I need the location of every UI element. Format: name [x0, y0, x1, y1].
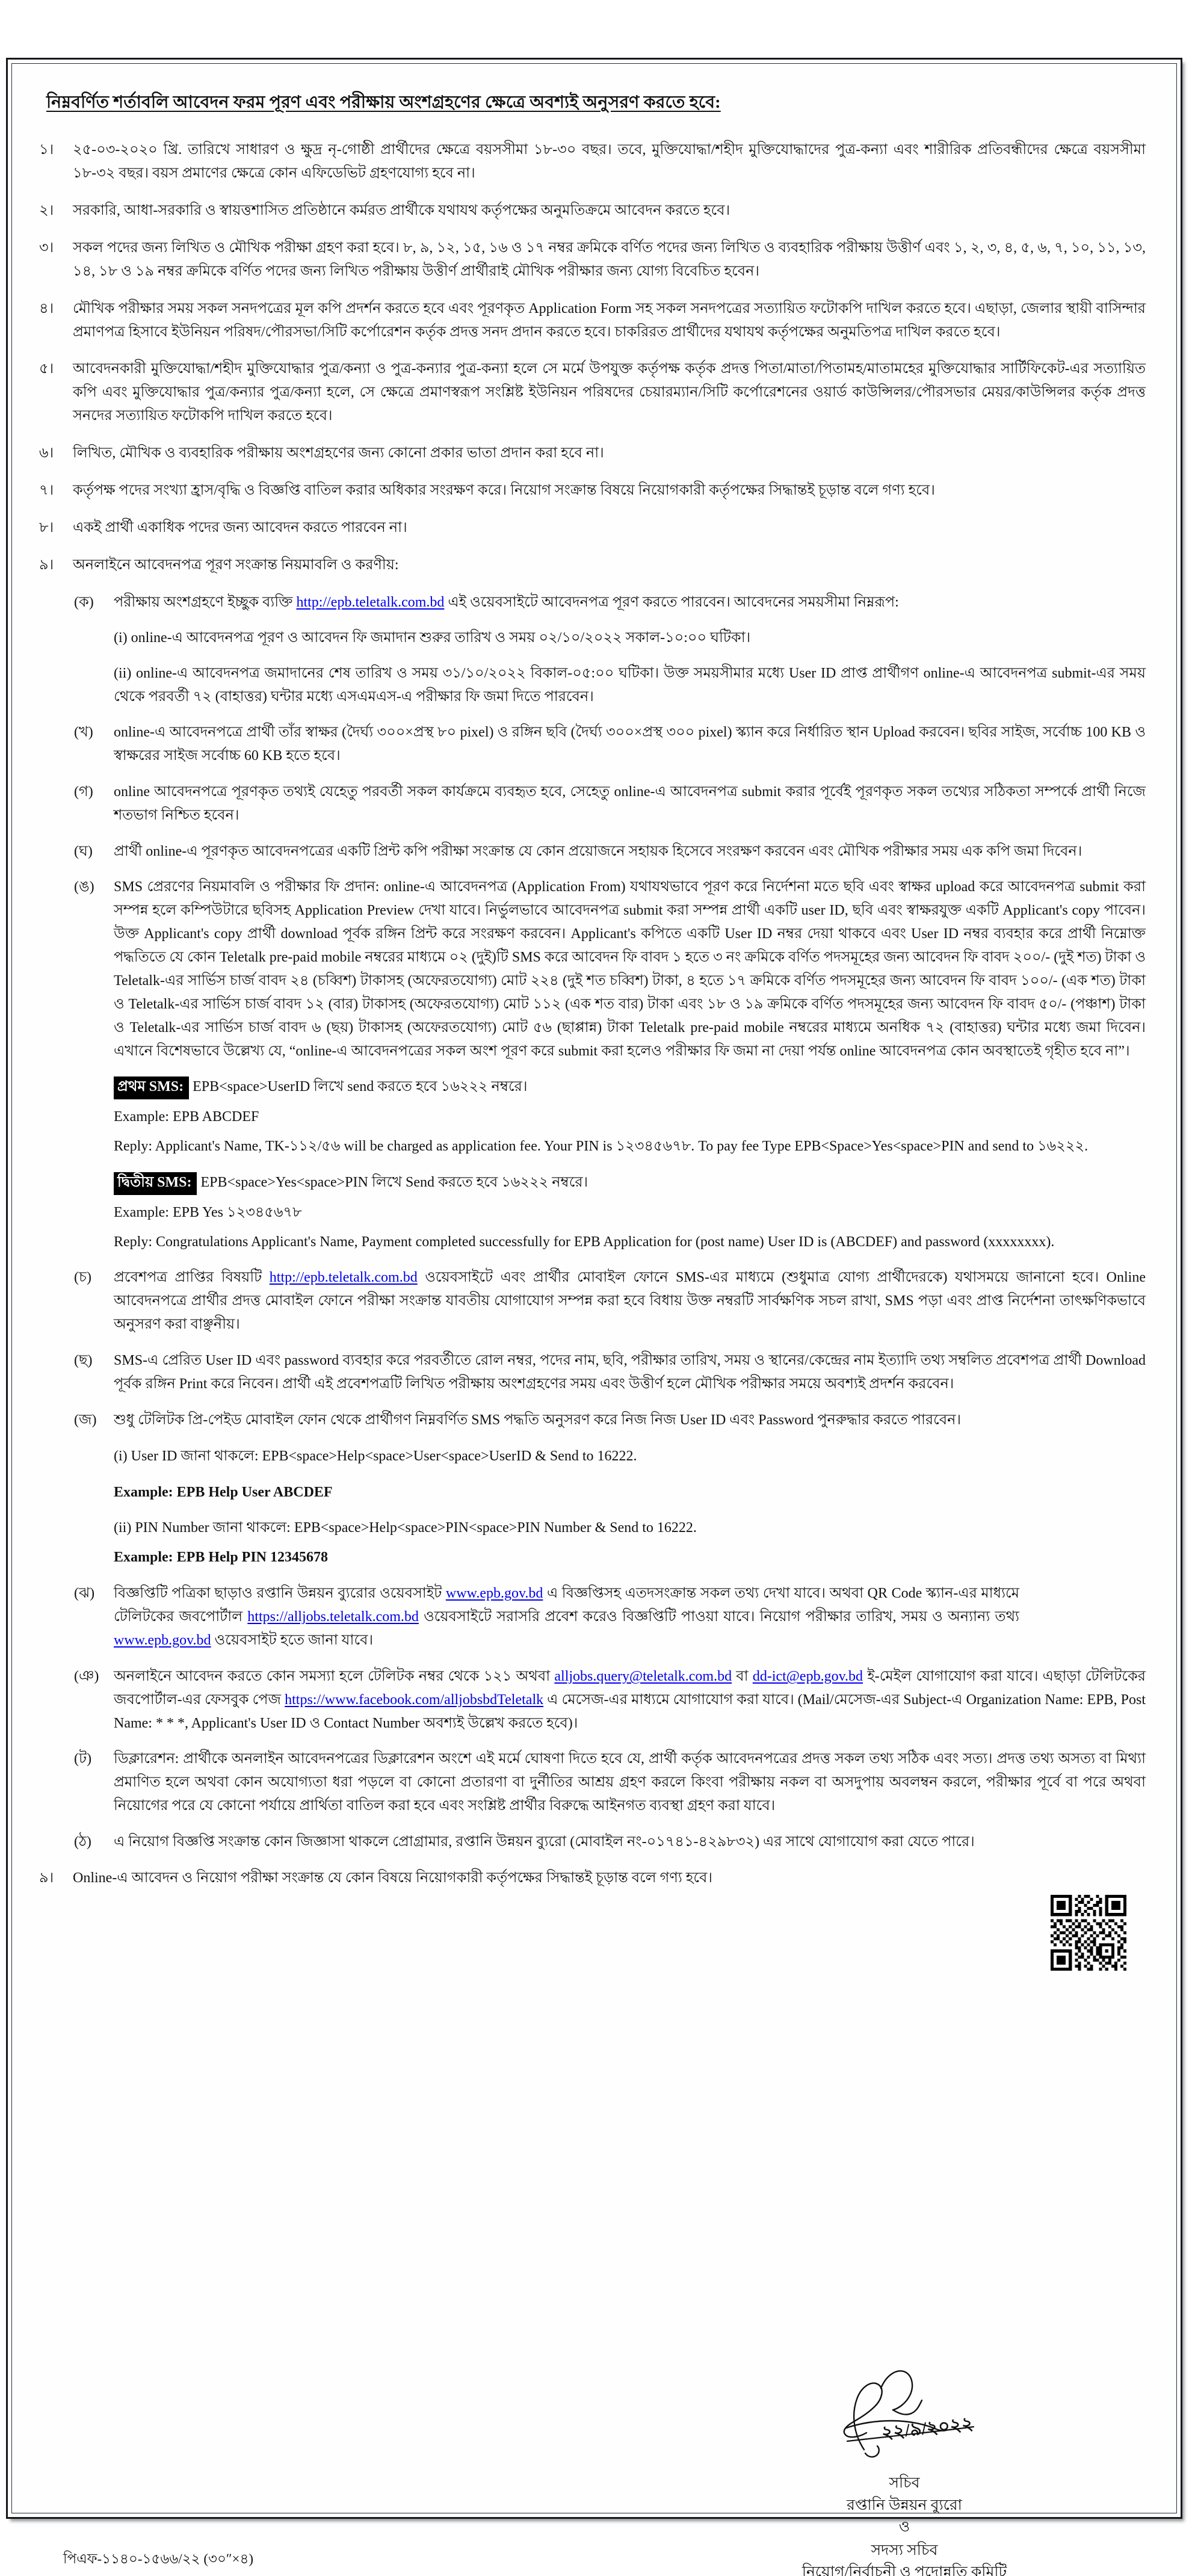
recovery-item-i: (i) User ID জানা থাকলে: EPB<space>Help<space>User<space>UserID & Send to 16222.	[114, 1448, 637, 1464]
subclause-kha-text: online-এ আবেদনপত্রে প্রার্থী তাঁর স্বাক্ষর (দৈর্ঘ্য ৩০০×প্রস্থ ৮০ pixel) ও রঙ্গিন ছবি (দৈর্ঘ্য ৩০০×প্রস্থ ৩০০ pixel) স্ক্যান করে নির্ধারিত স্থান Upload করবেন। ছবির সাইজ, সর্বোচ্চ 100 KB ও স্বাক্ষরের সাইজ সর্বোচ্চ 60 KB হতে হবে।	[114, 724, 1146, 764]
subclause-ka-text-before: পরীক্ষায় অংশগ্রহণে ইচ্ছুক ব্যক্তি	[114, 594, 297, 610]
first-sms-body: EPB<space>UserID লিখে send করতে হবে ১৬২২২ নম্বরে।	[189, 1079, 528, 1095]
handwritten-signature-icon	[775, 2364, 1034, 2473]
qr-code	[1051, 1895, 1126, 1971]
subclause-uo-text: SMS প্রেরণের নিয়মাবলি ও পরীক্ষার ফি প্রদান: online-এ আবেদনপত্র (Application From) যথাযথভাবে পূরণ করে নির্দেশনা মতে ছবি এবং স্বাক্ষর upload করে আবেদনপত্র submit করা সম্পন্ন হলে কম্পিউটারে ছবিসহ Application Preview দেখা যাবে। নির্ভুলভাবে আবেদনপত্র submit করা সম্পন্ন প্রার্থী একটি user ID, ছবি এবং স্বাক্ষরযুক্ত একটি Applicant's copy পাবেন। উক্ত Applicant's copy প্রার্থী download পূর্বক রঙ্গিন প্রিন্ট করে সংরক্ষণ করবেন। Applicant's কপিতে একটি User ID নম্বর দেয়া থাকবে এবং User ID নম্বর ব্যবহার করে প্রার্থী নিম্নোক্ত পদ্ধতিতে যে কোন Teletalk pre-paid mobile নম্বরের মাধ্যমে ০২ (দুই)টি SMS করে আবেদন ফি বাবদ ১ হতে ৩ নং ক্রমিকে বর্ণিত পদসমূহের জন্য আবেদন ফি বাবদ ২০০/- (দুই শত) টাকা ও Teletalk-এর সার্ভিস চার্জ বাবদ ২৪ (চব্বিশ) টাকাসহ (অফেরতযোগ্য) মোট ২২৪ (দুই শত চব্বিশ) টাকা, ৪ হতে ১৭ ক্রমিকে বর্ণিত পদসমূহের জন্য আবেদন ফি বাবদ ১০০/- (এক শত) টাকা ও Teletalk-এর সার্ভিস চার্জ বাবদ ১২ (বার) টাকাসহ (অফেরতযোগ্য) মোট ১১২ (এক শত বার) টাকা এবং ১৮ ও ১৯ ক্রমিকে বর্ণিত পদসমূহের জন্য আবেদন ফি বাবদ ৫০/- (পঞ্চাশ) টাকা ও Teletalk-এর সার্ভিস চার্জ বাবদ ৬ (ছয়) টাকাসহ (অফেরতযোগ্য) মোট ৫৬ (ছাপ্পান্ন) টাকা Teletalk pre-paid mobile নম্বরের মাধ্যমে অনধিক ৭২ (বাহাত্তর) ঘন্টার মধ্যে জমা দিবেন। এখানে বিশেষভাবে উল্লেখ্য যে, “online-এ আবেদনপত্রের সকল অংশ পূরণ করে submit করা হলেও পরীক্ষার ফি জমা না দেয়া পর্যন্ত online আবেদনপত্র কোন অবস্থাতেই গৃহীত হবে না”।	[114, 879, 1146, 1059]
clause-9-number: ৯।	[39, 557, 54, 573]
page-title: নিম্নবর্ণিত শর্তাবলি আবেদন ফরম পূরণ এবং পরীক্ষায় অংশগ্রহণের ক্ষেত্রে অবশ্যই অনুসরণ করতে হবে:	[46, 93, 721, 112]
subclause-jha-text-2: এ বিজ্ঞপ্তিসহ এতদসংক্রান্ত সকল তথ্য দেখা যাবে। অথবা QR Code স্ক্যান-এর মাধ্যমে টেলিটকের জবপোর্টাল	[114, 1586, 1020, 1625]
subclause-cha-text-before: প্রবেশপত্র প্রাপ্তির বিষয়টি	[114, 1270, 270, 1286]
second-sms-body: EPB<space>Yes<space>PIN লিখে Send করতে হবে ১৬২২২ নম্বরে।	[197, 1174, 588, 1190]
alljobs-teletalk-link[interactable]: https://alljobs.teletalk.com.bd	[247, 1609, 419, 1625]
ddict-email-link[interactable]: dd-ict@epb.gov.bd	[752, 1668, 863, 1684]
subclause-jha-number: (ঝ)	[74, 1586, 95, 1602]
subclause-jha-text-1: বিজ্ঞপ্তিটি পত্রিকা ছাড়াও রপ্তানি উন্নয়ন ব্যুরোর ওয়েবসাইট	[114, 1586, 446, 1602]
clause-9-final	[36, 1867, 1146, 1890]
clause-9	[36, 554, 1146, 577]
clause-2-number: ২।	[39, 203, 54, 219]
subclause-ja-number: (জ)	[74, 1412, 97, 1428]
second-sms-example: Example: EPB Yes ১২৩৪৫৬৭৮	[114, 1204, 302, 1220]
subclause-nya-text-2: বা	[732, 1668, 753, 1684]
second-sms-badge: দ্বিতীয় SMS:	[114, 1172, 197, 1195]
epb-gov-link-1[interactable]: www.epb.gov.bd	[445, 1586, 543, 1602]
timeline-item-i: (i) online-এ আবেদনপত্র পূরণ ও আবেদন ফি জমাদান শুরুর তারিখ ও সময় ০২/১০/২০২২ সকাল-১০:০০ ঘটিকা।	[114, 630, 751, 646]
signature-conjunction: ও	[898, 2519, 910, 2535]
subclause-cha-number: (চ)	[74, 1270, 91, 1286]
clause-9-final-number: ৯।	[39, 1870, 54, 1886]
subclause-nya-text-3: ই-মেইল যোগাযোগ করা যাবে। এছাড়া টেলিটকের জবপোর্টাল-এর ফেসবুক পেজ	[114, 1668, 1146, 1708]
subclause-tha-text: এ নিয়োগ বিজ্ঞপ্তি সংক্রান্ত কোন জিজ্ঞাসা থাকলে প্রোগ্রামার, রপ্তানি উন্নয়ন ব্যুরো (মোবাইল নং-০১৭৪১-৪২৯৮৩২) এর সাথে যোগাযোগ করা যেতে পারে।	[114, 1834, 975, 1850]
epb-teletalk-link[interactable]: http://epb.teletalk.com.bd	[296, 594, 445, 610]
clause-4-text: মৌখিক পরীক্ষার সময় সকল সনদপত্রের মূল কপি প্রদর্শন করতে হবে এবং পূরণকৃত Application Form সহ সকল সনদপত্রের সত্যায়িত ফটোকপি দাখিল করতে হবে। এছাড়া, জেলার স্থায়ী বাসিন্দার প্রমাণপত্র হিসাবে ইউনিয়ন পরিষদ/পৌরসভা/সিটি কর্পোরেশন কর্তৃক প্রদত্ত সনদ প্রদান করতে হবে। চাকরিরত প্রার্থীদের যথাযথ কর্তৃপক্ষের অনুমতিপত্র দাখিল করতে হবে।	[73, 300, 1146, 340]
signature-block	[718, 2364, 1091, 2576]
signature-date: ২২/৯/২০২২	[880, 2414, 975, 2443]
signature-title-2: সদস্য সচিব	[871, 2542, 938, 2559]
clause-7	[36, 479, 1146, 502]
subclause-gha-text: প্রার্থী online-এ পূরণকৃত আবেদনপত্রের একটি প্রিন্ট কপি পরীক্ষা সংক্রান্ত যে কোন প্রয়োজনে সহায়ক হিসেবে সংরক্ষণ করবেন এবং মৌখিক পরীক্ষার সময় এক কপি জমা দিবেন।	[114, 843, 1082, 859]
clause-8-number: ৮।	[39, 519, 54, 536]
subclause-kha	[36, 721, 1146, 768]
subclause-nya-text	[114, 1665, 1146, 1735]
first-sms-example: Example: EPB ABCDEF	[114, 1109, 259, 1125]
second-sms-instruction	[36, 1171, 1146, 1195]
signature-committee: নিয়োগ/নির্বাচনী ও পদোন্নতি কমিটি	[801, 2564, 1007, 2576]
clause-6-text: লিখিত, মৌখিক ও ব্যবহারিক পরীক্ষায় অংশগ্রহণের জন্য কোনো প্রকার ভাতা প্রদান করা হবে না।	[73, 445, 604, 462]
clause-7-text: কর্তৃপক্ষ পদের সংখ্যা হ্রাস/বৃদ্ধি ও বিজ্ঞপ্তি বাতিল করার অধিকার সংরক্ষণ করে। নিয়োগ সংক্রান্ত বিষয়ে নিয়োগকারী কর্তৃপক্ষের সিদ্ধান্তই চূড়ান্ত বলে গণ্য হবে।	[73, 482, 935, 498]
clause-3-number: ৩।	[39, 239, 54, 256]
subclause-ta	[36, 1747, 1146, 1818]
epb-gov-link-2[interactable]: www.epb.gov.bd	[114, 1632, 211, 1648]
subclause-nya-text-1: অনলাইনে আবেদন করতে কোন সমস্যা হলে টেলিটক নম্বর থেকে ১২১ অথবা	[114, 1668, 555, 1684]
clause-4-number: ৪।	[39, 300, 54, 317]
subclause-jha-text-4: ওয়েবসাইট হতে জানা যাবে।	[211, 1632, 374, 1648]
subclause-chha-text: SMS-এ প্রেরিত User ID এবং password ব্যবহার করে পরবর্তীতে রোল নম্বর, পদের নাম, ছবি, পরীক্ষার তারিখ, সময় ও স্থানের/কেন্দ্রের নাম ইত্যাদি তথ্য সম্বলিত প্রবেশপত্র প্রার্থী Download পূর্বক রঙ্গিন Print করে নিবেন। প্রার্থী এই প্রবেশপত্রটি লিখিত পরীক্ষায় অংশগ্রহণের সময় এবং উত্তীর্ণ হলে মৌখিক পরীক্ষার সময়ে অবশ্যই প্রদর্শন করবেন।	[114, 1353, 1146, 1392]
subclause-ka	[36, 591, 1146, 614]
subclause-jha	[36, 1582, 1146, 1652]
signature-title-1: সচিব	[889, 2475, 920, 2491]
subclause-tha-number: (ঠ)	[74, 1834, 91, 1850]
subclause-nya-text-4: এ মেসেজ-এর মাধ্যমে যোগাযোগ করা যাবে। (Mail/মেসেজ-এর Subject-এ Organization Name: EPB, Post Name: * * *, Applicant's User ID ও Contact Number অবশ্যই উল্লেখ করতে হবে)।	[114, 1691, 1146, 1731]
recovery-item-ii: (ii) PIN Number জানা থাকলে: EPB<space>Help<space>PIN<space>PIN Number & Send to 16222.	[114, 1520, 697, 1536]
clause-6	[36, 442, 1146, 465]
first-sms-badge: প্রথম SMS:	[114, 1076, 189, 1099]
subclause-uo-number: (ঙ)	[74, 879, 94, 895]
clause-6-number: ৬।	[39, 445, 54, 462]
clause-9-final-text: Online-এ আবেদন ও নিয়োগ পরীক্ষা সংক্রান্ত যে কোন বিষয়ে নিয়োগকারী কর্তৃপক্ষের সিদ্ধান্তই চূড়ান্ত বলে গণ্য হবে।	[73, 1870, 712, 1886]
subclause-ta-text: ডিক্লারেশন: প্রার্থীকে অনলাইন আবেদনপত্রের ডিক্লারেশন অংশে এই মর্মে ঘোষণা দিতে হবে যে, প্রার্থী কর্তৃক আবেদনপত্রের প্রদত্ত সকল তথ্য সঠিক এবং সত্য। প্রদত্ত তথ্য অসত্য বা মিথ্যা প্রমাণিত হলে অথবা কোন অযোগ্যতা ধরা পড়লে বা কোনো প্রতারণা বা দুর্নীতির আশ্রয় গ্রহণ করলে কিংবা পরীক্ষায় নকল বা অসদুপায় অবলম্বন করলে, পরীক্ষার পূর্বে বা পরে অথবা নিয়োগের পরে যে কোনো পর্যায়ে প্রার্থিতা বাতিল করা হবে এবং সংশ্লিষ্ট প্রার্থীর বিরুদ্ধে আইনগত ব্যবস্থা গ্রহণ করা যাবে।	[114, 1751, 1146, 1814]
clause-3	[36, 236, 1146, 283]
subclause-ja	[36, 1409, 1146, 1432]
notice-frame	[6, 58, 1182, 2576]
subclause-ga-number: (গ)	[74, 783, 93, 800]
clause-8-text: একই প্রার্থী একাধিক পদের জন্য আবেদন করতে পারবেন না।	[73, 519, 407, 536]
subclause-ja-text: শুধু টেলিটক প্রি-পেইড মোবাইল ফোন থেকে প্রার্থীগণ নিম্নবর্ণিত SMS পদ্ধতি অনুসরণ করে নিজ নিজ User ID এবং Password পুনরুদ্ধার করতে পারবেন।	[114, 1412, 962, 1428]
clause-5-text: আবেদনকারী মুক্তিযোদ্ধা/শহীদ মুক্তিযোদ্ধার পুত্র/কন্যা ও পুত্র-কন্যার পুত্র-কন্যা হলে সে মর্মে উপযুক্ত কর্তৃপক্ষ কর্তৃক প্রদত্ত পিতা/মাতা/পিতামহ/মাতামহের মুক্তিযোদ্ধার সার্টিফিকেট-এর সত্যায়িত কপি এবং মুক্তিযোদ্ধার পুত্র/কন্যার পুত্র/কন্যা হলে, সে ক্ষেত্রে প্রমাণস্বরূপ সংশ্লিষ্ট ইউনিয়ন পরিষদের চেয়ারম্যান/সিটি কর্পোরেশনের ওয়ার্ড কাউন্সিলর/পৌরসভার মেয়র/কাউন্সিলর কর্তৃক প্রদত্ত সনদের সত্যায়িত ফটোকপি দাখিল করতে হবে।	[73, 361, 1146, 424]
first-sms-instruction	[36, 1075, 1146, 1099]
clause-7-number: ৭।	[39, 482, 54, 498]
subclause-chha-number: (ছ)	[74, 1353, 93, 1369]
clause-5-number: ৫।	[39, 361, 54, 377]
subclause-jha-text	[114, 1582, 1146, 1652]
admit-card-link[interactable]: http://epb.teletalk.com.bd	[269, 1270, 418, 1286]
subclause-jha-text-3: ওয়েবসাইটে সরাসরি প্রবেশ করেও বিজ্ঞপ্তিটি পাওয়া যাবে। নিয়োগ পরীক্ষার তারিখ, সময় ও অন্যান্য তথ্য	[418, 1609, 1019, 1625]
clause-4	[36, 297, 1146, 344]
recovery-example-ii: Example: EPB Help PIN 12345678	[114, 1549, 329, 1566]
qr-code-icon	[1051, 1895, 1126, 1971]
clause-5	[36, 357, 1146, 428]
subclause-cha-text-after: ওয়েবসাইটে এবং প্রার্থীর মোবাইল ফোনে SMS-এর মাধ্যমে (শুধুমাত্র যোগ্য প্রার্থীদেরকে) যথাসময়ে জানানো হবে। Online আবেদনপত্রে প্রার্থীর প্রদত্ত মোবাইল ফোনে পরীক্ষা সংক্রান্ত যাবতীয় যোগাযোগ সম্পন্ন করা হবে বিধায় উক্ত নম্বরটি সার্বক্ষণিক সচল রাখা, SMS পড়া এবং প্রাপ্ত নির্দেশনা তাৎক্ষণিকভাবে অনুসরণ করা বাঞ্ছনীয়।	[114, 1270, 1146, 1333]
subclause-cha	[36, 1266, 1146, 1336]
clause-9-text: অনলাইনে আবেদনপত্র পূরণ সংক্রান্ত নিয়মাবলি ও করণীয়:	[73, 557, 399, 573]
clause-2-text: সরকারি, আধা-সরকারি ও স্বায়ত্তশাসিত প্রতিষ্ঠানে কর্মরত প্রার্থীকে যথাযথ কর্তৃপক্ষের অনুমতিক্রমে আবেদন করতে হবে।	[73, 203, 730, 219]
subclause-cha-text	[114, 1266, 1146, 1336]
alljobs-query-email-link[interactable]: alljobs.query@teletalk.com.bd	[554, 1668, 732, 1684]
footer-reference-number: পিএফ-১১৪০-১৫৬৬/২২ (৩০″×৪)	[63, 2551, 254, 2566]
subclause-ga-text: online আবেদনপত্রে পূরণকৃত তথ্যই যেহেতু পরবর্তী সকল কার্যক্রমে ব্যবহৃত হবে, সেহেতু online-এ আবেদনপত্র submit করার পূর্বেই পূরণকৃত সকল তথ্যের সঠিকতা সম্পর্কে প্রার্থী নিজে শতভাগ নিশ্চিত হবেন।	[114, 783, 1146, 823]
clause-2	[36, 199, 1146, 223]
subclause-uo	[36, 876, 1146, 1063]
recovery-example-i: Example: EPB Help User ABCDEF	[114, 1484, 333, 1500]
facebook-page-link[interactable]: https://www.facebook.com/alljobsbdTeletalk	[285, 1691, 544, 1708]
notice-content	[36, 80, 1146, 1904]
subclause-nya-number: (ঞ)	[74, 1668, 99, 1684]
subclause-ta-number: (ট)	[74, 1751, 92, 1767]
subclause-nya	[36, 1665, 1146, 1735]
subclause-ka-text-after: এই ওয়েবসাইটে আবেদনপত্র পূরণ করতে পারবেন। আবেদনের সময়সীমা নিম্নরূপ:	[444, 594, 899, 610]
subclause-ka-number: (ক)	[74, 594, 94, 610]
subclause-tha	[36, 1830, 1146, 1854]
subclause-kha-number: (খ)	[74, 724, 93, 741]
subclause-gha-number: (ঘ)	[74, 843, 93, 859]
subclause-chha	[36, 1349, 1146, 1396]
subclause-gha	[36, 840, 1146, 863]
second-sms-reply: Reply: Congratulations Applicant's Name, Payment completed successfully for EPB Application for (post name) User ID is (ABCDEF) and password (xxxxxxxx).	[114, 1234, 1055, 1250]
clause-3-text: সকল পদের জন্য লিখিত ও মৌখিক পরীক্ষা গ্রহণ করা হবে। ৮, ৯, ১২, ১৫, ১৬ ও ১৭ নম্বর ক্রমিকে বর্ণিত পদের জন্য লিখিত ও ব্যবহারিক পরীক্ষায় উত্তীর্ণ এবং ১, ২, ৩, ৪, ৫, ৬, ৭, ১০, ১১, ১৩, ১৪, ১৮ ও ১৯ নম্বর ক্রমিকে বর্ণিত পদের জন্য লিখিত পরীক্ষায় উত্তীর্ণ প্রার্থীরাই মৌখিক পরীক্ষার জন্য যোগ্য বিবেচিত হবেন।	[73, 239, 1146, 279]
clause-1	[36, 138, 1146, 185]
signature-org: রপ্তানি উন্নয়ন ব্যুরো	[847, 2497, 962, 2513]
clause-1-text: ২৫-০৩-২০২০ খ্রি. তারিখে সাধারণ ও ক্ষুদ্র নৃ-গোষ্ঠী প্রার্থীদের ক্ষেত্রে বয়সসীমা ১৮-৩০ বছর। তবে, মুক্তিযোদ্ধা/শহীদ মুক্তিযোদ্ধাদের পুত্র-কন্যা এবং শারীরিক প্রতিবন্ধীদের ক্ষেত্রে বয়সসীমা ১৮-৩২ বছর। বয়স প্রমাণের ক্ষেত্রে কোন এফিডেভিট গ্রহণযোগ্য হবে না।	[73, 142, 1146, 182]
clause-8	[36, 516, 1146, 540]
subclause-ka-text	[114, 591, 1146, 614]
subclause-ga	[36, 780, 1146, 827]
first-sms-reply: Reply: Applicant's Name, TK-১১২/৫৬ will be charged as application fee. Your PIN is ১২৩৪৫৬৭৮. To pay fee Type EPB<Space>Yes<space>PIN and send to ১৬২২২.	[114, 1138, 1089, 1155]
timeline-item-ii: (ii) online-এ আবেদনপত্র জমাদানের শেষ তারিখ ও সময় ৩১/১০/২০২২ বিকাল-০৫:০০ ঘটিকা। উক্ত সময়সীমার মধ্যে User ID প্রাপ্ত প্রার্থীগণ online-এ আবেদনপত্র submit-এর সময় থেকে পরবর্তী ৭২ (বাহাত্তর) ঘন্টার মধ্যে এসএমএস-এ পরীক্ষার ফি জমা দিতে পারবেন।	[114, 666, 1146, 705]
clause-1-number: ১।	[39, 142, 54, 158]
